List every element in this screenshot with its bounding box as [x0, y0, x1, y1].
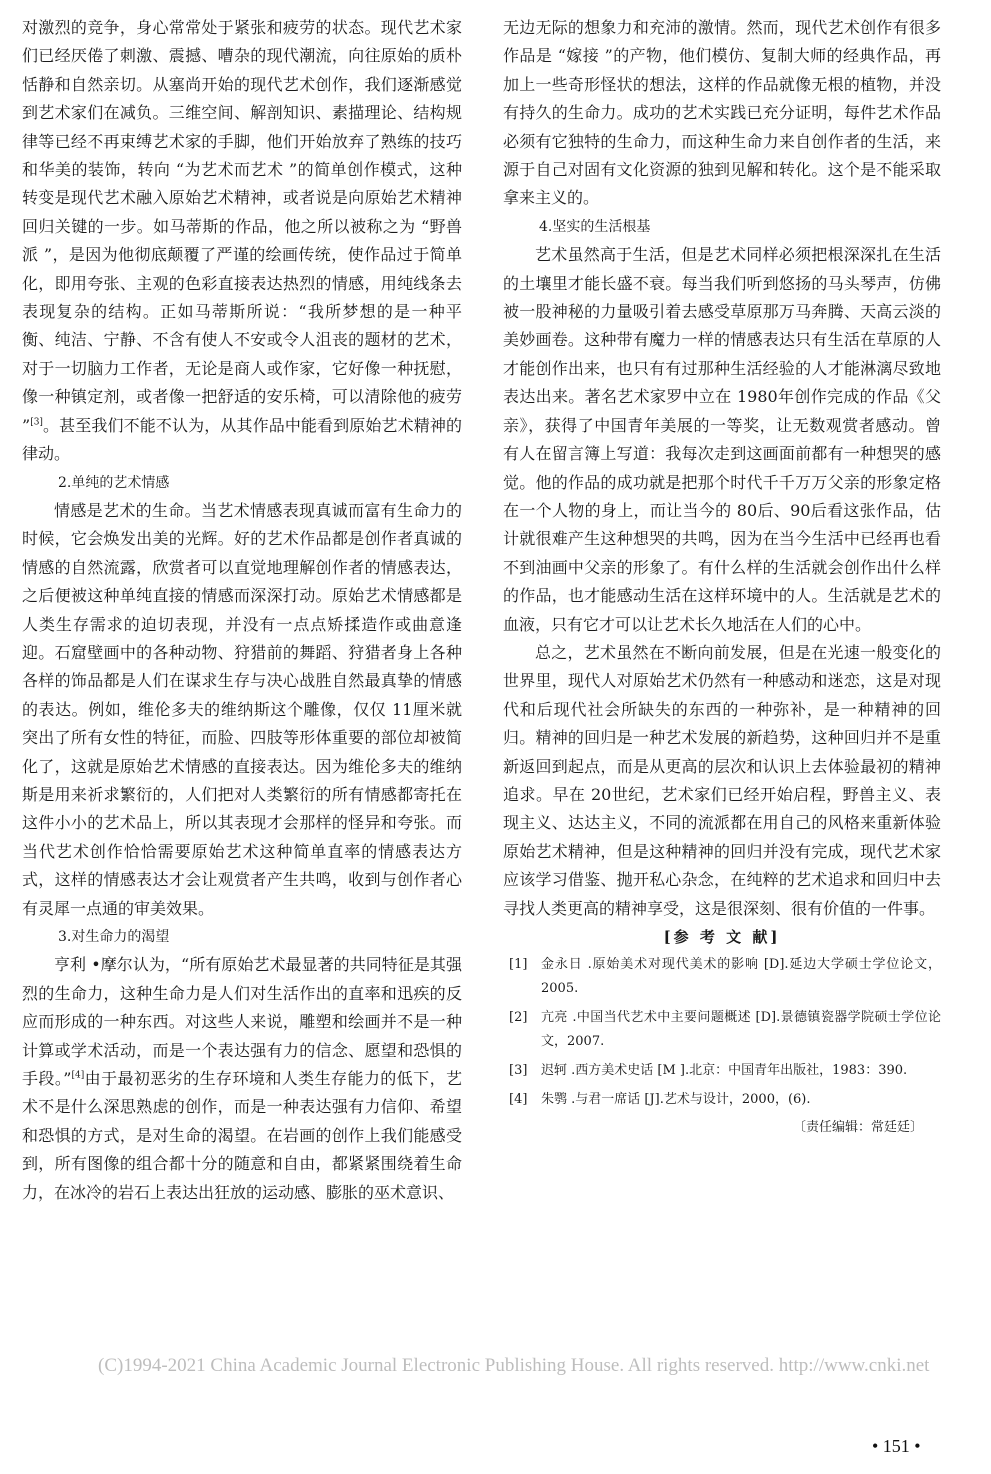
paragraph-text: 无边无际的想象力和充沛的激情。然而，现代艺术创作有很多作品是 “嫁接 ”的产物，他们模仿、复制大师的经典作品，再加上一些奇形怪状的想法，这样的作品就像无根的植物，并没有持久的生命力。成功的艺术实践已充分证明，每件艺术作品必须有它独特的生命力，而这种生命力来自创作者的生活，来源于自己对固有文化资源的独到见解和转化。这个是不能采取拿来主义的。	[503, 18, 941, 208]
reference-list	[503, 953, 941, 1112]
citation-marker: [4]	[71, 1070, 85, 1081]
reference-text: 金永日 .原始美术对现代美术的影响 [D].延边大学硕士学位论文，2005.	[541, 957, 941, 996]
references	[503, 927, 941, 1139]
body-paragraph	[22, 14, 462, 469]
reference-item	[503, 953, 941, 1001]
reference-text: 朱鹗 .与君一席话 [J].艺术与设计，2000，(6).	[541, 1092, 811, 1107]
paragraph-text: 艺术虽然高于生活，但是艺术同样必须把根深深扎在生活的土壤里才能长盛不衰。每当我们听到悠扬的马头琴声，仿佛被一股神秘的力量吸引着去感受草原那万马奔腾、天高云淡的美妙画卷。这种带有魔力一样的情感表达只有生活在草原的人才能创作出来，也只有有过那种生活经验的人才能淋漓尽致地表达出来。著名艺术家罗中立在 1980年创作完成的作品《父亲》，获得了中国青年美展的一等奖，让无数观赏者感动。曾有人在留言簿上写道：我每次走到这画面前都有一种想哭的感觉。他的作品的成功就是把那个时代千千万万父亲的形象定格在一个人物的身上，而让当今的 80后、90后看这张作品，估计就很难产生这种想哭的共鸣，因为在当今生活中已经再也看不到油画中父亲的形象了。有什么样的生活就会创作出什么样的作品，也才能感动生活在这样环境中的人。生活就是艺术的血液，只有它才可以让艺术长久地活在人们的心中。	[503, 245, 941, 634]
section-heading: 3.对生命力的渴望	[58, 929, 170, 945]
body-paragraph	[503, 14, 941, 213]
paragraph-text: 情感是艺术的生命。当艺术情感表现真诚而富有生命力的时候，它会焕发出美的光辉。好的艺术作品都是创作者真诚的情感的自然流露，欣赏者可以直觉地理解创作者的情感表达，之后便被这种单纯直接的情感而深深打动。原始艺术情感都是人类生存需求的迫切表现，并没有一点点矫揉造作或曲意逢迎。石窟壁画中的各种动物、狩猎前的舞蹈、狩猎者身上各种各样的饰品都是人们在谋求生存与决心战胜自然最真挚的情感的表达。例如，维伦多夫的维纳斯这个雕像，仅仅 11厘米就突出了所有女性的特征，而脸、四肢等形体重要的部位却被简化了，这就是原始艺术情感的直接表达。因为维伦多夫的维纳斯是用来祈求繁衍的，人们把对人类繁衍的所有情感都寄托在这件小小的艺术品上，所以其表现才会那样的怪异和夸张。而当代艺术创作恰恰需要原始艺术这种简单直率的情感表达方式，这样的情感表达才会让观赏者产生共鸣，收到与创作者心有灵犀一点通的审美效果。	[22, 500, 462, 918]
copyright-watermark: (C)1994-2021 China Academic Journal Electronic Publishing House. All rights reserved. http://www.cnki.net	[98, 1355, 930, 1376]
paragraph-text: 对激烈的竞争，身心常常处于紧张和疲劳的状态。现代艺术家们已经厌倦了刺激、震撼、嘈杂的现代潮流，向往原始的质朴恬静和自然亲切。从塞尚开始的现代艺术创作，我们逐渐感觉到艺术家们在减负。三维空间、解剖知识、素描理论、结构规律等已经不再束缚艺术家的手脚，他们开始放弃了熟练的技巧和华美的装饰，转向 “为艺术而艺术 ”的简单创作模式，这种转变是现代艺术融入原始艺术精神，或者说是向原始艺术精神回归关键的一步。如马蒂斯的作品，他之所以被称之为 “野兽派 ”，是因为他彻底颠覆了严谨的绘画传统，使作品过于简单化，即用夸张、主观的色彩直接表达热烈的情感，用纯线条去表现复杂的结构。正如马蒂斯所说：“我所梦想的是一种平衡、纯洁、宁静、不含有使人不安或令人沮丧的题材的艺术，对于一切脑力工作者，无论是商人或作家，它好像一种抚慰，像一种镇定剂，或者像一把舒适的安乐椅，可以清除他的疲劳 ”	[22, 18, 462, 435]
paragraph-text-continued: 。甚至我们不能不认为，从其作品中能看到原始艺术精神的律动。	[22, 415, 462, 464]
references-title: [参 考 文 献]	[663, 928, 781, 946]
page-number: • 151 •	[872, 1436, 921, 1456]
paragraph-text-continued: 由于最初恶劣的生存环境和人类生存能力的低下，艺术不是什么深思熟虑的创作，而是一种表达强有力信仰、希望和恐惧的方式，是对生命的渴望。在岩画的创作上我们能感受到，所有图像的组合都十分的随意和自由，都紧紧围绕着生命力，在冰冷的岩石上表达出狂放的运动感、膨胀的巫术意识、	[22, 1069, 462, 1202]
reference-text: 迟轲 .西方美术史话 [M ].北京：中国青年出版社，1983：390.	[541, 1063, 908, 1078]
reference-number: [1]	[509, 957, 528, 972]
responsible-editor: 〔责任编辑：常廷廷〕	[792, 1120, 923, 1135]
citation-marker: [3]	[30, 417, 43, 428]
reference-number: [2]	[509, 1010, 528, 1025]
body-paragraph	[503, 639, 941, 923]
reference-item	[503, 1006, 941, 1054]
body-paragraph	[22, 497, 462, 923]
paragraph-text: 总之，艺术虽然在不断向前发展，但是在光速一般变化的世界里，现代人对原始艺术仍然有一种感动和迷恋，这是对现代和后现代社会所缺失的东西的一种弥补，是一种精神的回归。精神的回归是一种艺术发展的新趋势，这种回归并不是重新返回到起点，而是从更高的层次和认识上去体验最初的精神追求。早在 20世纪，艺术家们已经开始启程，野兽主义、表现主义、达达主义，不同的流派都在用自己的风格来重新体验原始艺术精神，但是这种精神的回归并没有完成，现代艺术家应该学习借鉴、抛开私心杂念，在纯粹的艺术追求和回归中去寻找人类更高的精神享受，这是很深刻、很有价值的一件事。	[503, 642, 941, 918]
section-heading: 4.坚实的生活根基	[539, 218, 651, 235]
section-heading: 2.单纯的艺术情感	[58, 474, 170, 491]
body-paragraph	[503, 241, 941, 639]
reference-number: [4]	[509, 1092, 528, 1107]
paragraph-text: 亨利 •摩尔认为，“所有原始艺术最显著的共同特征是其强烈的生命力，这种生命力是人们对生活作出的直率和迅疾的反应而形成的一种东西。对这些人来说，雕塑和绘画并不是一种计算或学术活动，而是一个表达强有力的信念、愿望和恐惧的手段。”	[22, 955, 462, 1089]
reference-text: 亢亮 .中国当代艺术中主要问题概述 [D].景德镇瓷器学院硕士学位论文，2007.	[541, 1010, 941, 1049]
reference-number: [3]	[509, 1063, 528, 1078]
right-column	[503, 14, 941, 1139]
reference-item	[503, 1088, 941, 1112]
left-column	[22, 14, 462, 1207]
body-paragraph	[22, 951, 462, 1207]
reference-item	[503, 1059, 941, 1083]
